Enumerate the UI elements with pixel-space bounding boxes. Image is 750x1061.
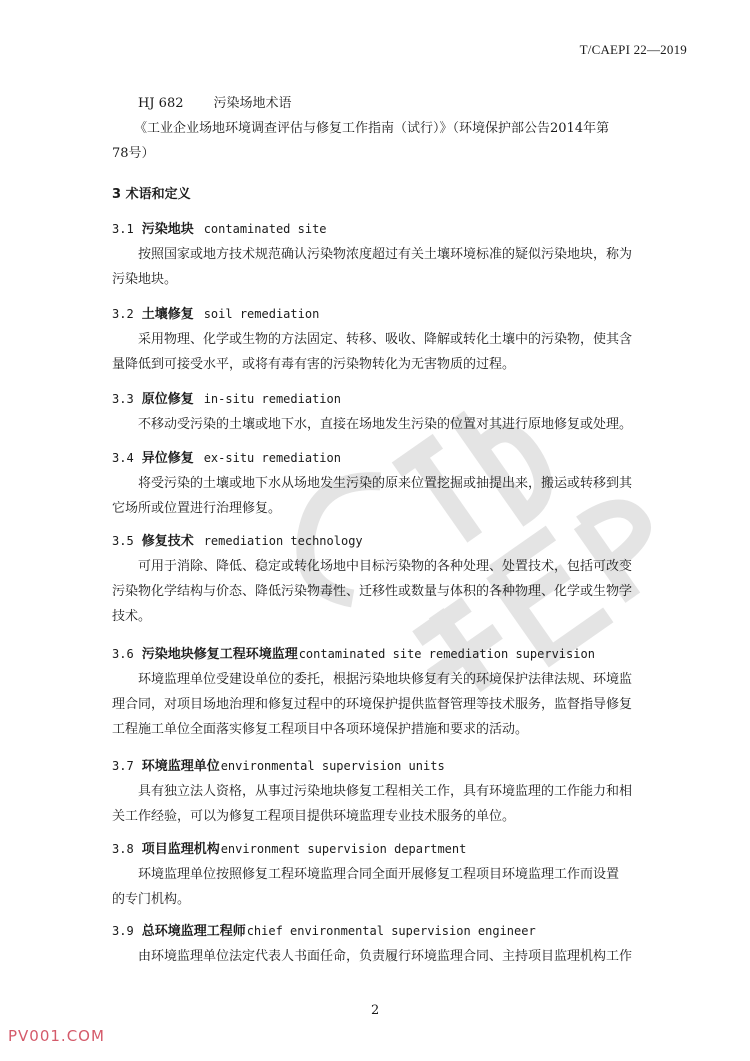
term-chinese: 土壤修复 <box>141 307 194 322</box>
term-chinese: 项目监理机构 <box>141 842 220 857</box>
term-chinese: 污染地块 <box>141 222 194 237</box>
term-heading <box>112 530 363 549</box>
term-english: ex-situ remediation <box>203 451 341 465</box>
term-english: contaminated site remediation supervision <box>298 647 595 661</box>
term-number: 3.7 <box>112 759 134 773</box>
term-definition-line: 量降低到可接受水平，或将有毒有害的污染物转化为无害物质的过程。 <box>112 357 516 372</box>
footer-site: PV001.COM <box>8 1027 105 1045</box>
term-definition-line: 将受污染的土壤或地下水从场地发生污染的原来位置挖掘或抽提出来，搬运或转移到其 <box>138 476 633 491</box>
term-chinese: 修复技术 <box>141 534 194 549</box>
term-chinese: 环境监理单位 <box>141 759 220 774</box>
term-english: contaminated site <box>203 222 327 236</box>
term-number: 3.6 <box>112 647 134 661</box>
page-number: 2 <box>371 1003 380 1018</box>
term-heading <box>112 838 466 857</box>
term-number: 3.8 <box>112 842 134 856</box>
reference-guideline: 《工业企业场地环境调查评估与修复工作指南（试行）》（环境保护部公告2014年第 <box>134 121 610 136</box>
term-definition-line: 由环境监理单位法定代表人书面任命，负责履行环境监理合同、主持项目监理机构工作 <box>138 949 633 964</box>
term-definition-line: 环境监理单位受建设单位的委托，根据污染地块修复有关的环境保护法律法规、环境监 <box>138 672 633 687</box>
term-english: chief environmental supervision engineer <box>246 924 536 938</box>
term-definition-line: 环境监理单位按照修复工程环境监理合同全面开展修复工程项目环境监理工作而设置 <box>138 867 620 882</box>
term-number: 3.3 <box>112 392 134 406</box>
reference-hj682 <box>138 92 292 111</box>
term-number: 3.2 <box>112 307 134 321</box>
term-heading <box>112 447 341 466</box>
term-definition-line: 按照国家或地方技术规范确认污染物浓度超过有关土壤环境标准的疑似污染地块，称为 <box>138 247 633 262</box>
term-chinese: 原位修复 <box>141 392 194 407</box>
term-definition-line: 采用物理、化学或生物的方法固定、转移、吸收、降解或转化土壤中的污染物，使其含 <box>138 332 633 347</box>
term-heading <box>112 755 445 774</box>
term-definition-line: 技术。 <box>112 609 152 624</box>
term-definition-line: 可用于消除、降低、稳定或转化场地中目标污染物的各种处理、处置技术，包括可改变 <box>138 559 633 574</box>
section-title: 3 术语和定义 <box>112 187 191 202</box>
term-chinese: 污染地块修复工程环境监理 <box>141 647 298 662</box>
term-definition-line: 工程施工单位全面落实修复工程项目中各项环境保护措施和要求的活动。 <box>112 722 529 737</box>
reference-code: HJ 682 <box>138 96 184 111</box>
term-chinese: 总环境监理工程师 <box>141 924 246 939</box>
term-definition-line: 的专门机构。 <box>112 892 191 907</box>
term-heading <box>112 388 341 407</box>
term-heading <box>112 643 595 662</box>
term-english: environment supervision department <box>220 842 467 856</box>
reference-title: 污染场地术语 <box>213 96 292 111</box>
term-definition-line: 理合同，对项目场地治理和修复过程中的环境保护提供监督管理等技术服务，监督指导修复 <box>112 697 633 712</box>
term-definition-line: 关工作经验，可以为修复工程项目提供环境监理专业技术服务的单位。 <box>112 809 516 824</box>
term-definition-line: 它场所或位置进行治理修复。 <box>112 501 282 516</box>
term-number: 3.5 <box>112 534 134 548</box>
term-english: environmental supervision units <box>220 759 445 773</box>
standard-code: T/CAEPI 22—2019 <box>579 42 687 57</box>
term-number: 3.4 <box>112 451 134 465</box>
term-definition-line: 污染物化学结构与价态、降低污染物毒性、迁移性或数量与体积的各种物理、化学或生物学 <box>112 584 633 599</box>
term-definition-line: 具有独立法人资格，从事过污染地块修复工程相关工作，具有环境监理的工作能力和相 <box>138 784 633 799</box>
term-heading <box>112 920 536 939</box>
term-number: 3.1 <box>112 222 134 236</box>
reference-guideline-cont: 78号） <box>112 146 155 161</box>
term-definition-line: 不移动受污染的土壤或地下水，直接在场地发生污染的位置对其进行原地修复或处理。 <box>138 417 633 432</box>
term-english: in-situ remediation <box>203 392 341 406</box>
term-heading <box>112 218 327 237</box>
term-english: soil remediation <box>203 307 320 321</box>
term-number: 3.9 <box>112 924 134 938</box>
term-english: remediation technology <box>203 534 363 548</box>
term-heading <box>112 303 319 322</box>
term-chinese: 异位修复 <box>141 451 194 466</box>
term-definition-line: 污染地块。 <box>112 272 178 287</box>
